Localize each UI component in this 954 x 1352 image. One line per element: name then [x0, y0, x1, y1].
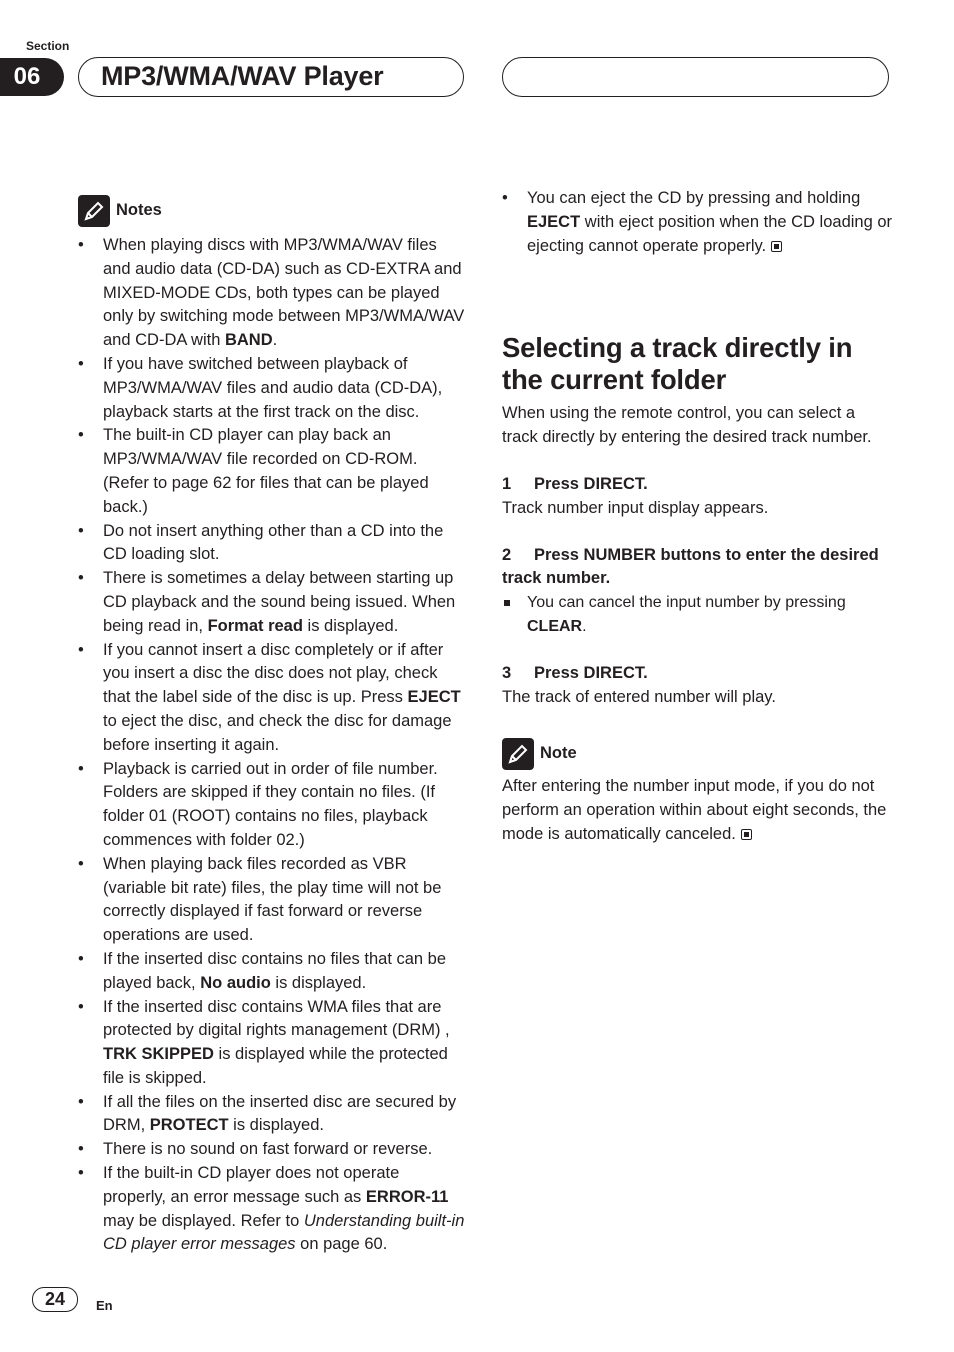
note-text: After entering the number input mode, if you do not perform an operation within about eight seconds, the mode is automatically canceled.	[502, 777, 887, 843]
pencil-note-icon	[502, 738, 534, 770]
step-2-subitem: You can cancel the input number by pressing CLEAR.	[502, 591, 894, 639]
list-item: • There is no sound on fast forward or reverse.	[78, 1138, 466, 1162]
list-item: • When playing back files recorded as VBR (variable bit rate) files, the play time will not be correctly displayed if fast forward or reverse operations are used.	[78, 853, 466, 948]
pencil-note-icon	[78, 195, 110, 227]
list-item: • There is sometimes a delay between starting up CD playback and the sound being issued. When being read in, Format read is displayed.	[78, 567, 466, 638]
section-number-badge: 06	[0, 58, 64, 96]
header-blank-box	[502, 57, 889, 97]
list-item: • If all the files on the inserted disc are secured by DRM, PROTECT is displayed.	[78, 1091, 466, 1139]
list-item: • Do not insert anything other than a CD into the CD loading slot.	[78, 520, 466, 568]
end-mark-icon	[771, 241, 782, 252]
list-item: • The built-in CD player can play back an MP3/WMA/WAV file recorded on CD-ROM. (Refer to page 62 for files that can be played back.)	[78, 424, 466, 519]
notes-list	[78, 234, 466, 1162]
list-item: • You can eject the CD by pressing and holding EJECT with eject position when the CD loading or ejecting cannot operate properly.	[502, 187, 894, 258]
step-3-text: The track of entered number will play.	[502, 687, 776, 706]
list-item: • If the inserted disc contains no files that can be played back, No audio is displayed.	[78, 948, 466, 996]
right-column	[502, 187, 894, 847]
list-item: • If you cannot insert a disc completely or if after you insert a disc the disc does not play, check that the label side of the disc is up. Press EJECT to eject the disc, and check the disc for damage before inserting it again.	[78, 639, 466, 758]
list-item: • If you have switched between playback of MP3/WMA/WAV files and audio data (CD-DA), playback starts at the first track on the disc.	[78, 353, 466, 424]
end-mark-icon	[741, 829, 752, 840]
list-item: • When playing discs with MP3/WMA/WAV files and audio data (CD-DA) such as CD-EXTRA and MIXED-MODE CDs, both types can be played only by switching mode between MP3/WMA/WAV and CD-DA with BAND.	[78, 234, 466, 353]
section-heading: Selecting a track directly in the current folder	[502, 332, 853, 396]
note-heading-label: Note	[540, 744, 577, 763]
notes-list-last	[78, 1162, 466, 1257]
notes-heading-label: Notes	[116, 201, 162, 220]
section-intro: When using the remote control, you can select a track directly by entering the desired track number.	[502, 404, 872, 447]
language-code: En	[96, 1298, 113, 1313]
step-1-text: Track number input display appears.	[502, 498, 769, 517]
list-item: • If the built-in CD player does not operate properly, an error message such as ERROR-11 may be displayed. Refer to Understanding built-in CD player error messages on page 60.	[78, 1162, 466, 1257]
list-item: • If the inserted disc contains WMA files that are protected by digital rights management (DRM) , TRK SKIPPED is displayed while the protected file is skipped.	[78, 996, 466, 1091]
page-title: MP3/WMA/WAV Player	[101, 61, 384, 91]
notes-heading	[78, 194, 466, 228]
eject-bullet-list	[502, 187, 894, 258]
title-box	[78, 57, 464, 97]
note-heading	[502, 737, 894, 771]
page-number: 24	[32, 1287, 78, 1312]
step-2-title: 2 Press NUMBER buttons to enter the desired track number.	[502, 545, 879, 588]
left-column	[78, 194, 466, 1257]
step-1-title: 1 Press DIRECT.	[502, 474, 648, 493]
list-item: • Playback is carried out in order of file number. Folders are skipped if they contain no files. (If folder 01 (ROOT) contains no files, playback commences with folder 02.)	[78, 758, 466, 853]
step-3-title: 3 Press DIRECT.	[502, 663, 648, 682]
section-label: Section	[26, 39, 70, 53]
